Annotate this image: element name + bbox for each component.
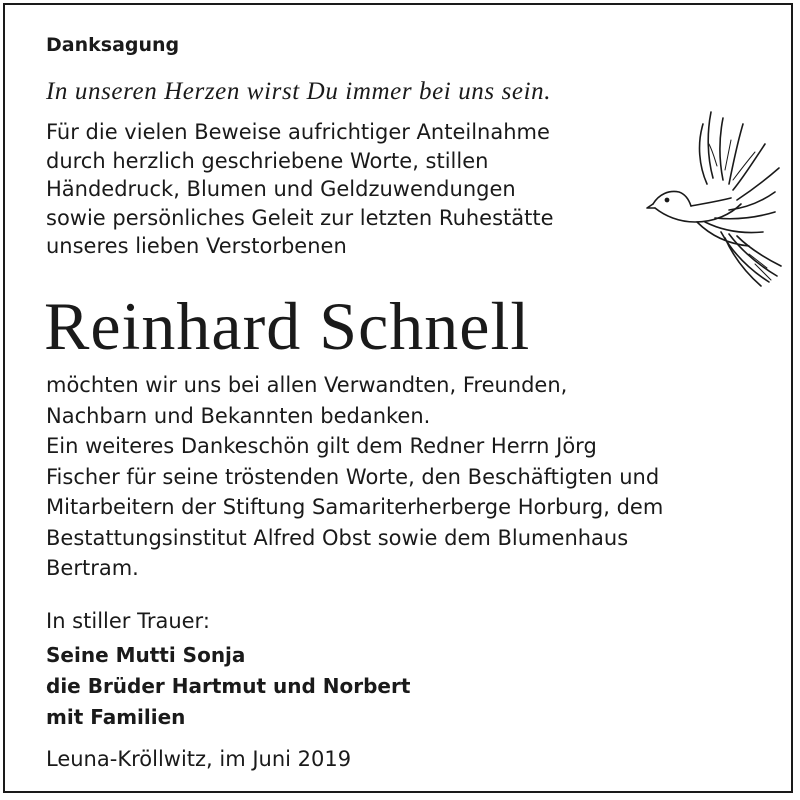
intro-line: unseres lieben Verstorbenen <box>46 234 347 258</box>
notice-motto: In unseren Herzen wirst Du immer bei uns sein. <box>46 78 552 105</box>
intro-line: Händedruck, Blumen und Geldzuwendungen <box>46 177 516 201</box>
signer-line: Seine Mutti Sonja <box>46 643 246 667</box>
signer-line: mit Familien <box>46 705 186 729</box>
signer-line: die Brüder Hartmut und Norbert <box>46 674 411 698</box>
deceased-name: Reinhard Schnell <box>44 288 531 364</box>
body-line: Bertram. <box>46 556 139 580</box>
body-line: Fischer für seine tröstenden Worte, den Beschäftigten und <box>46 464 660 489</box>
dove-icon <box>645 104 785 290</box>
body-line: Bestattungsinstitut Alfred Obst sowie dem Blumenhaus <box>46 525 629 550</box>
thanks-paragraph <box>46 370 766 584</box>
intro-line: durch herzlich geschriebene Worte, stillen <box>46 148 489 173</box>
place-date: Leuna-Kröllwitz, im Juni 2019 <box>46 747 352 771</box>
mourning-label: In stiller Trauer: <box>46 609 210 633</box>
intro-line: Für die vielen Beweise aufrichtiger Anteilnahme <box>46 120 550 144</box>
body-line: Mitarbeitern der Stiftung Samariterherberge Horburg, dem <box>46 495 664 519</box>
body-line: möchten wir uns bei allen Verwandten, Freunden, <box>46 373 568 397</box>
body-line: Nachbarn und Bekannten bedanken. <box>46 403 431 428</box>
signers-block <box>46 640 410 733</box>
intro-paragraph <box>46 118 646 261</box>
intro-line: sowie persönliches Geleit zur letzten Ruhestätte <box>46 205 554 230</box>
notice-heading: Danksagung <box>46 34 180 56</box>
body-line: Ein weiteres Dankeschön gilt dem Redner Herrn Jörg <box>46 434 597 458</box>
